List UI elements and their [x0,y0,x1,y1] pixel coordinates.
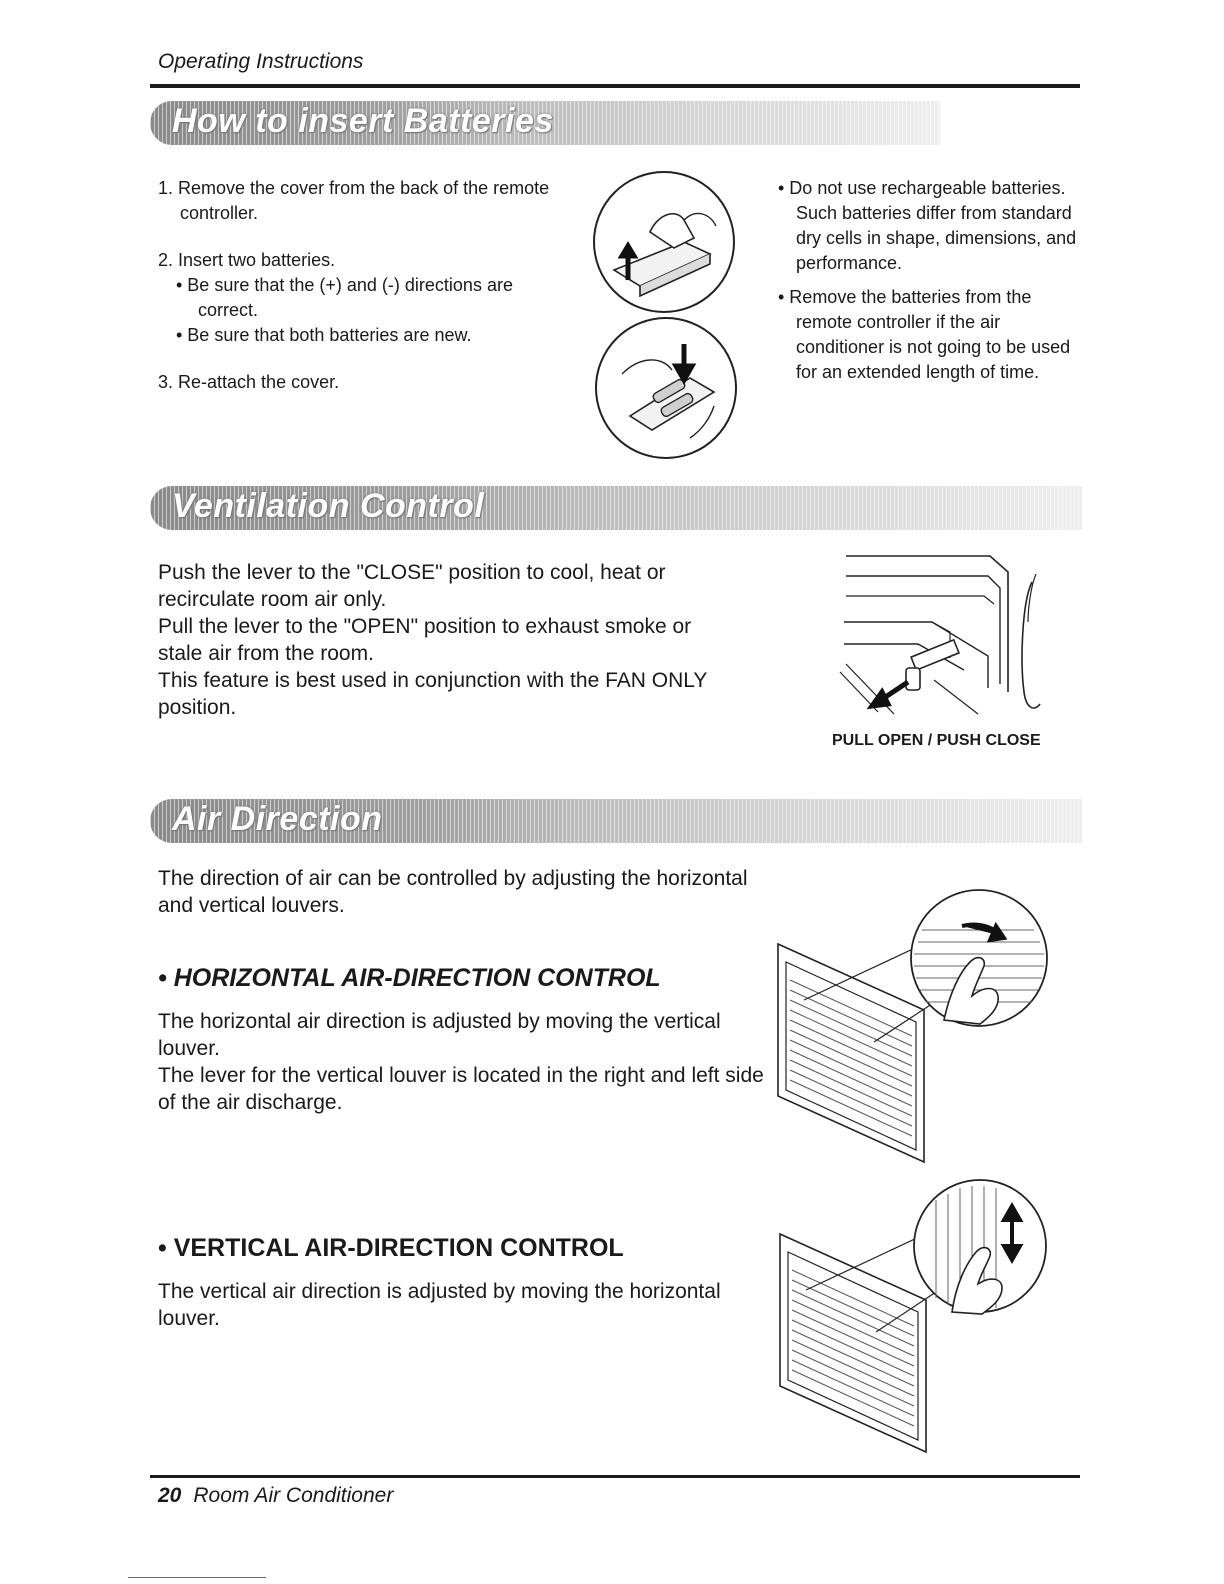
air-direction-banner-title: Air Direction [172,800,383,838]
note-2-line-4: for an extended length of time. [796,362,1040,382]
horizontal-louver-illustration [774,900,1054,1170]
battery-remote-illustration [592,168,742,468]
ventilation-line-2: recirculate room air only. [158,588,387,611]
vertical-louver-illustration [776,1180,1056,1460]
horizontal-text [158,1008,778,1116]
air-intro-line-2: and vertical louvers. [158,894,345,917]
ventilation-line-1: Push the lever to the "CLOSE" position to cool, heat or [158,561,666,584]
vertical-text [158,1278,778,1332]
link-underline [128,1577,266,1578]
ventilation-line-3: Pull the lever to the "OPEN" position to exhaust smoke or [158,615,692,638]
step-1-cont: controller. [180,203,259,223]
page-footer [158,1484,393,1508]
note-2-line-1: • Remove the batteries from the [778,287,1032,307]
note-1-line-2: Such batteries differ from standard [796,203,1072,223]
ventilation-line-5: This feature is best used in conjunction with the FAN ONLY [158,669,708,692]
bullet-polarity: • Be sure that the (+) and (-) directions are [176,275,513,295]
ventilation-lever-illustration [838,552,1048,722]
footer-rule [150,1475,1080,1478]
note-1-line-1: • Do not use rechargeable batteries. [778,178,1066,198]
ventilation-caption: PULL OPEN / PUSH CLOSE [832,732,1041,749]
ventilation-banner-title: Ventilation Control [172,487,485,525]
ventilation-banner [150,486,1082,530]
batteries-banner-title: How to insert Batteries [172,102,554,140]
step-1: 1. Remove the cover from the back of the remote [158,178,550,198]
horizontal-line-4: of the air discharge. [158,1091,343,1114]
ventilation-text [158,559,758,721]
horizontal-line-2: louver. [158,1037,220,1060]
note-1-line-3: dry cells in shape, dimensions, and [796,228,1077,248]
bullet-polarity-cont: correct. [198,300,259,320]
air-direction-intro [158,865,778,919]
bullet-new: • Be sure that both batteries are new. [176,325,472,345]
step-2: 2. Insert two batteries. [158,250,336,270]
horizontal-line-3: The lever for the vertical louver is located in the right and left side [158,1064,764,1087]
ventilation-line-6: position. [158,696,237,719]
page-number: 20 [158,1484,182,1507]
header-rule [150,84,1080,88]
page-header: Operating Instructions [158,50,364,73]
horizontal-heading: • HORIZONTAL AIR-DIRECTION CONTROL [158,964,661,992]
vertical-heading: • VERTICAL AIR-DIRECTION CONTROL [158,1234,624,1262]
note-2-line-2: remote controller if the air [796,312,1001,332]
vertical-line-2: louver. [158,1307,220,1330]
step-3: 3. Re-attach the cover. [158,372,340,392]
batteries-banner [150,101,940,145]
footer-title: Room Air Conditioner [193,1484,394,1507]
air-direction-banner [150,799,1082,843]
note-2-line-3: conditioner is not going to be used [796,337,1071,357]
horizontal-line-1: The horizontal air direction is adjusted by moving the vertical [158,1010,721,1033]
ventilation-line-4: stale air from the room. [158,642,374,665]
vertical-line-1: The vertical air direction is adjusted by moving the horizontal [158,1280,721,1303]
note-1-line-4: performance. [796,253,903,273]
battery-steps [158,176,598,395]
air-intro-line-1: The direction of air can be controlled by adjusting the horizontal [158,867,748,890]
battery-notes [778,176,1078,385]
